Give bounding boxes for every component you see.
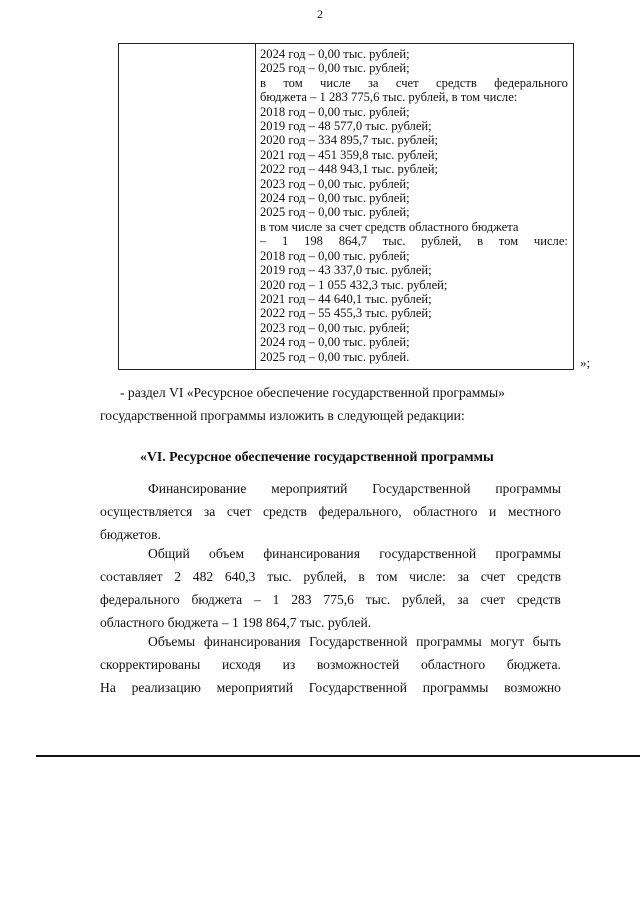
paragraph-line [100, 588, 561, 611]
paragraph-word: федерального, [318, 504, 402, 519]
table-word: федерального [494, 75, 568, 90]
paragraph-word: программы [495, 546, 561, 561]
table-line: 2024 год – 0,00 тыс. рублей; [260, 47, 410, 61]
paragraph-word: 775,6 [323, 592, 354, 607]
section-heading: «VI. Ресурсное обеспечение государственной программы [140, 449, 494, 464]
table-funding-cell [260, 47, 568, 364]
table-line: 2023 год – 0,00 тыс. рублей; [260, 320, 410, 335]
table-word: за [367, 75, 379, 90]
paragraph-word: в [358, 569, 365, 584]
table-line: 2024 год – 0,00 тыс. рублей; [260, 191, 410, 206]
table-line: 2022 год – 55 455,3 тыс. рублей; [260, 306, 432, 321]
paragraph-word: счет [480, 592, 506, 607]
paragraph-word: областного [420, 657, 486, 672]
paragraph-word: 640,3 [224, 569, 256, 584]
table-line: 2022 год – 448 943,1 тыс. рублей; [260, 162, 438, 177]
paragraph-line [100, 653, 561, 676]
paragraph-word: за [457, 569, 470, 584]
paragraph-word: областного [413, 504, 478, 519]
paragraph-word: Общий [148, 546, 190, 561]
paragraph-word: финансирования [203, 634, 301, 649]
paragraph-word: государственной [379, 546, 477, 561]
paragraph-line [148, 542, 561, 565]
page-number: 2 [317, 7, 323, 21]
paragraph-word: счет [480, 569, 506, 584]
paragraph-word: мероприятий [216, 680, 293, 695]
table-word: числе: [533, 234, 568, 249]
paragraph-word: быть [532, 634, 561, 649]
table-line: 2025 год – 0,00 тыс. рублей. [260, 349, 410, 364]
table-line: 2025 год – 0,00 тыс. рублей; [260, 205, 410, 220]
table-line: 2018 год – 0,00 тыс. рублей; [260, 248, 410, 263]
paragraph-word: Объемы [148, 634, 196, 649]
paragraph-word: составляет [100, 569, 163, 584]
funding-table [118, 43, 574, 370]
paragraph-word: и [489, 504, 497, 519]
paragraph-word: рублей, [303, 569, 347, 584]
paragraph-word: 482 [192, 569, 214, 584]
table-line [260, 234, 568, 248]
table-line: 2023 год – 0,00 тыс. рублей; [260, 176, 410, 191]
table-line: бюджета – 1 283 775,6 тыс. рублей, в том числе: [260, 90, 518, 105]
paragraph-word: 283 [291, 592, 312, 607]
table-column-divider [255, 44, 256, 369]
intro-line-1: - раздел VI «Ресурсное обеспечение государственной программы» [120, 385, 505, 400]
paragraph-line: бюджетов. [100, 527, 161, 542]
paragraph-line [148, 630, 561, 653]
table-line [260, 76, 568, 90]
paragraph-word: счет [226, 504, 252, 519]
paragraph-word: Государственной [309, 634, 408, 649]
table-line: 2020 год – 1 055 432,3 тыс. рублей; [260, 277, 448, 292]
table-line: 2019 год – 43 337,0 тыс. рублей; [260, 263, 432, 278]
paragraph-word: том [376, 569, 398, 584]
page-bottom-rule [36, 755, 640, 757]
paragraph-word: На [100, 680, 116, 695]
paragraph-word: средств [516, 592, 561, 607]
table-word: средств [436, 75, 477, 90]
paragraph-word: программы [495, 481, 561, 496]
paragraph-word: Государственной [372, 481, 471, 496]
paragraph-line [100, 565, 561, 588]
paragraph-word: 2 [174, 569, 182, 584]
closing-quote: »; [580, 355, 591, 370]
table-word: счет [395, 75, 419, 90]
paragraph-word: средств [517, 569, 561, 584]
paragraph-word: числе: [409, 569, 446, 584]
paragraph-word: местного [507, 504, 561, 519]
table-line: 2025 год – 0,00 тыс. рублей; [260, 61, 410, 76]
table-word: числе [320, 75, 351, 90]
intro-line-2: государственной программы изложить в следующей редакции: [100, 408, 465, 423]
paragraph-word: рублей, [402, 592, 446, 607]
paragraph-word: за [457, 592, 469, 607]
table-line: 2021 год – 44 640,1 тыс. рублей; [260, 291, 432, 306]
table-line: 2018 год – 0,00 тыс. рублей; [260, 104, 410, 119]
table-line: 2020 год – 334 895,7 тыс. рублей; [260, 133, 438, 148]
paragraph-word: программы [422, 680, 489, 695]
table-word: том [498, 234, 519, 249]
paragraph-word: – [253, 592, 261, 607]
paragraph-word: финансирования [263, 546, 360, 561]
paragraph-word: исходя [221, 657, 261, 672]
paragraph-word: Государственной [308, 680, 408, 695]
paragraph-line [148, 477, 561, 500]
table-word: том [283, 75, 303, 90]
paragraph-word: федерального [100, 592, 180, 607]
paragraph-line [100, 676, 561, 699]
table-line: 2021 год – 451 359,8 тыс. рублей; [260, 147, 438, 162]
table-word: рублей, [421, 234, 462, 249]
paragraph-word: скорректированы [100, 657, 201, 672]
table-word: 864,7 [338, 234, 368, 249]
table-word: – [260, 234, 267, 249]
paragraph-word: за [203, 504, 216, 519]
paragraph-word: реализацию [131, 680, 201, 695]
paragraph-word: бюджета. [506, 657, 561, 672]
paragraph-line [100, 500, 561, 523]
table-line: 2019 год – 48 577,0 тыс. рублей; [260, 119, 432, 134]
paragraph-word: бюджета [191, 592, 243, 607]
paragraph-word: тыс. [267, 569, 292, 584]
paragraph-word: 1 [272, 592, 280, 607]
paragraph-word: тыс. [365, 592, 391, 607]
paragraph-word: Финансирование [148, 481, 247, 496]
table-line: 2024 год – 0,00 тыс. рублей; [260, 335, 410, 350]
paragraph-word: из [282, 657, 296, 672]
table-word: 198 [304, 234, 323, 249]
paragraph-word: средств [262, 504, 307, 519]
paragraph-word: программы [416, 634, 482, 649]
table-word: тыс. [382, 234, 406, 249]
paragraph-line: областного бюджета – 1 198 864,7 тыс. рублей. [100, 615, 372, 630]
table-word: в [260, 75, 266, 90]
paragraph-word: объем [209, 546, 245, 561]
paragraph-word: мероприятий [271, 481, 348, 496]
table-word: 1 [282, 234, 289, 249]
paragraph-word: осуществляется [100, 504, 193, 519]
paragraph-word: возможностей [316, 657, 400, 672]
table-line: в том числе за счет средств областного бюджета [260, 219, 519, 234]
paragraph-word: могут [490, 634, 525, 649]
table-word: в [477, 234, 484, 249]
paragraph-word: возможно [504, 680, 561, 695]
